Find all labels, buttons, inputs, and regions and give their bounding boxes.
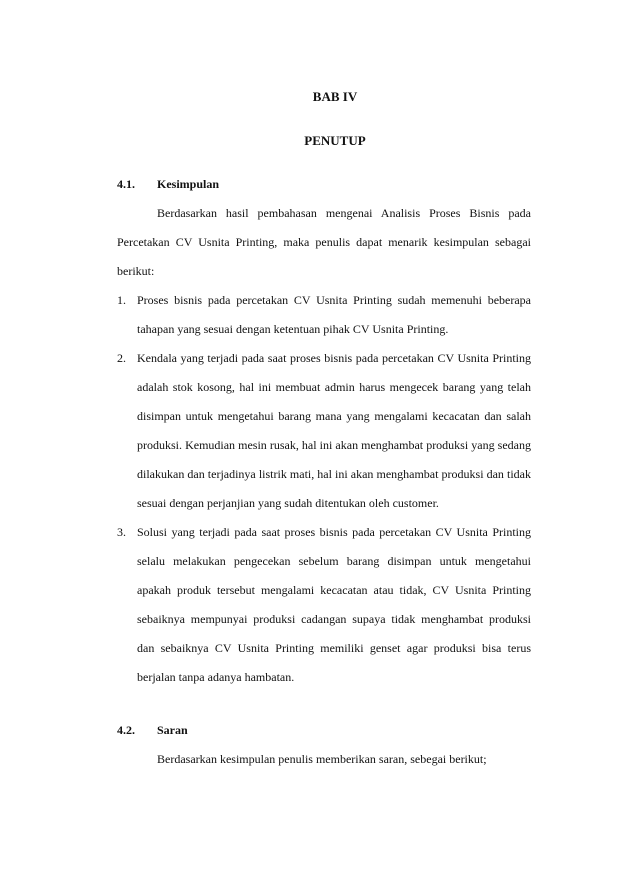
list-item-text: Kendala yang terjadi pada saat proses bisnis pada percetakan CV Usnita Printing adalah stok kosong, hal ini membuat admin harus mengecek barang yang telah disimpan untuk mengetahui barang mana yang mengalami kecacatan dan salah produksi. Kemudian mesin rusak, hal ini akan menghambat produksi yang sedang dilakukan dan terjadinya listrik mati, hal ini akan menghambat produksi dan tidak sesuai dengan perjanjian yang sudah ditentukan oleh customer. (137, 351, 531, 510)
section-number: 4.2. (117, 723, 135, 737)
section-heading-saran (117, 723, 188, 738)
section-number: 4.1. (117, 177, 135, 191)
section-title: Saran (157, 723, 188, 737)
list-item-text: Solusi yang terjadi pada saat proses bisnis pada percetakan CV Usnita Printing selalu melakukan pengecekan sebelum barang disimpan untuk mengetahui apakah produk tersebut mengalami kecacatan atau tidak, CV Usnita Printing sebaiknya mempunyai produksi cadangan supaya tidak menghambat produksi dan sebaiknya CV Usnita Printing memiliki genset agar produksi bisa terus berjalan tanpa adanya hambatan. (137, 525, 531, 684)
section-title: Kesimpulan (157, 177, 220, 191)
chapter-label: BAB IV (312, 89, 358, 104)
list-marker: 3. (117, 525, 126, 539)
list-item (117, 344, 531, 518)
list-item (117, 286, 531, 344)
list-marker: 2. (117, 351, 126, 365)
kesimpulan-list (117, 286, 531, 692)
kesimpulan-intro-paragraph: Berdasarkan hasil pembahasan mengenai Analisis Proses Bisnis pada Percetakan CV Usnita Printing, maka penulis dapat menarik kesimpulan sebagai berikut: (117, 206, 531, 278)
list-marker: 1. (117, 293, 126, 307)
list-item-text: Proses bisnis pada percetakan CV Usnita Printing sudah memenuhi beberapa tahapan yang sesuai dengan ketentuan pihak CV Usnita Printing. (137, 293, 531, 336)
chapter-title: PENUTUP (304, 133, 366, 148)
list-item (117, 518, 531, 692)
saran-intro-paragraph: Berdasarkan kesimpulan penulis memberikan saran, sebegai berikut; (157, 752, 487, 766)
section-heading-kesimpulan (117, 177, 219, 192)
